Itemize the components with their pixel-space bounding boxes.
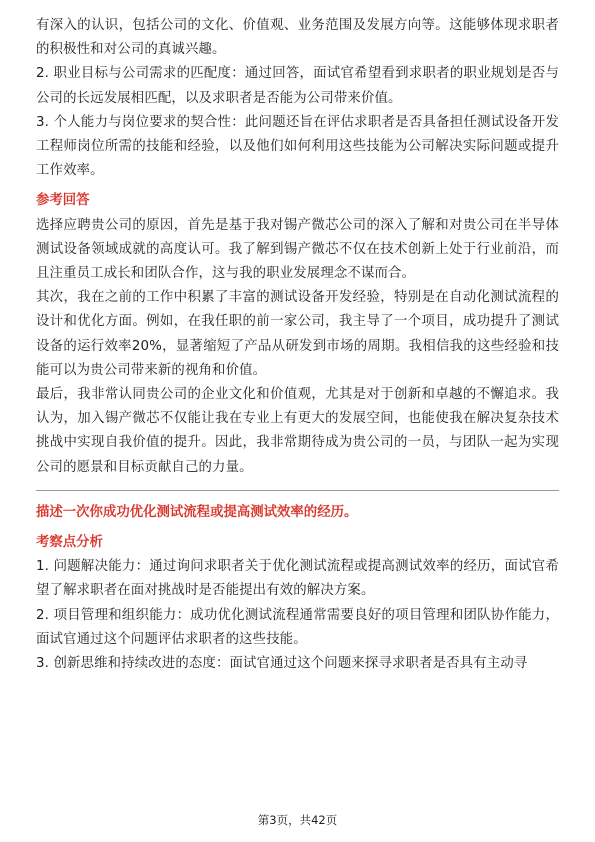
question-title: 描述一次你成功优化测试流程或提高测试效率的经历。 [36,504,358,520]
section-divider [36,490,559,491]
answer-paragraph-1: 选择应聘贵公司的原因，首先是基于我对锡产微芯公司的深入了解和对贵公司在半导体测试设备领域成就的高度认可。我了解到锡产微芯不仅在技术创新上处于行业前沿，而且注重员工成长和团队合作，这与我的职业发展理念不谋而合。 [36,217,559,282]
page-number: 第3页，共42页 [257,813,338,827]
analysis-point-2: 2. 项目管理和组织能力：成功优化测试流程通常需要良好的项目管理和团队协作能力，面试官通过这个问题评估求职者的这些技能。 [36,607,559,647]
document-page [36,14,559,676]
answer-paragraph-2: 其次，我在之前的工作中积累了丰富的测试设备开发经验，特别是在自动化测试流程的设计和优化方面。例如，在我任职的前一家公司，我主导了一个项目，成功提升了测试设备的运行效率20%，显著缩短了产品从研发到市场的周期。我相信我的这些经验和技能可以为贵公司带来新的视角和价值。 [36,290,559,378]
analysis-heading: 考察点分析 [36,535,103,551]
reference-answer-heading: 参考回答 [36,193,90,209]
answer-paragraph-3: 最后，我非常认同贵公司的企业文化和价值观，尤其是对于创新和卓越的不懈追求。我认为，加入锡产微芯不仅能让我在专业上有更大的发展空间，也能使我在解决复杂技术挑战中实现自我价值的提升。因此，我非常期待成为贵公司的一员，与团队一起为实现公司的愿景和目标贡献自己的力量。 [36,387,559,475]
analysis-point-3: 3. 创新思维和持续改进的态度：面试官通过这个问题来探寻求职者是否具有主动寻 [36,656,528,672]
analysis-point-1: 1. 问题解决能力：通过询问求职者关于优化测试流程或提高测试效率的经历，面试官希望了解求职者在面对挑战时是否能提出有效的解决方案。 [36,559,559,599]
intro-point-3: 3. 个人能力与岗位要求的契合性：此问题还旨在评估求职者是否具备担任测试设备开发工程师岗位所需的技能和经验，以及他们如何利用这些技能为公司解决实际问题或提升工作效率。 [36,114,559,179]
intro-paragraph: 有深入的认识，包括公司的文化、价值观、业务范围及发展方向等。这能够体现求职者的积极性和对公司的真诚兴趣。 [36,18,559,58]
intro-point-2: 2. 职业目标与公司需求的匹配度：通过回答，面试官希望看到求职者的职业规划是否与公司的长远发展相匹配，以及求职者是否能为公司带来价值。 [36,66,559,106]
